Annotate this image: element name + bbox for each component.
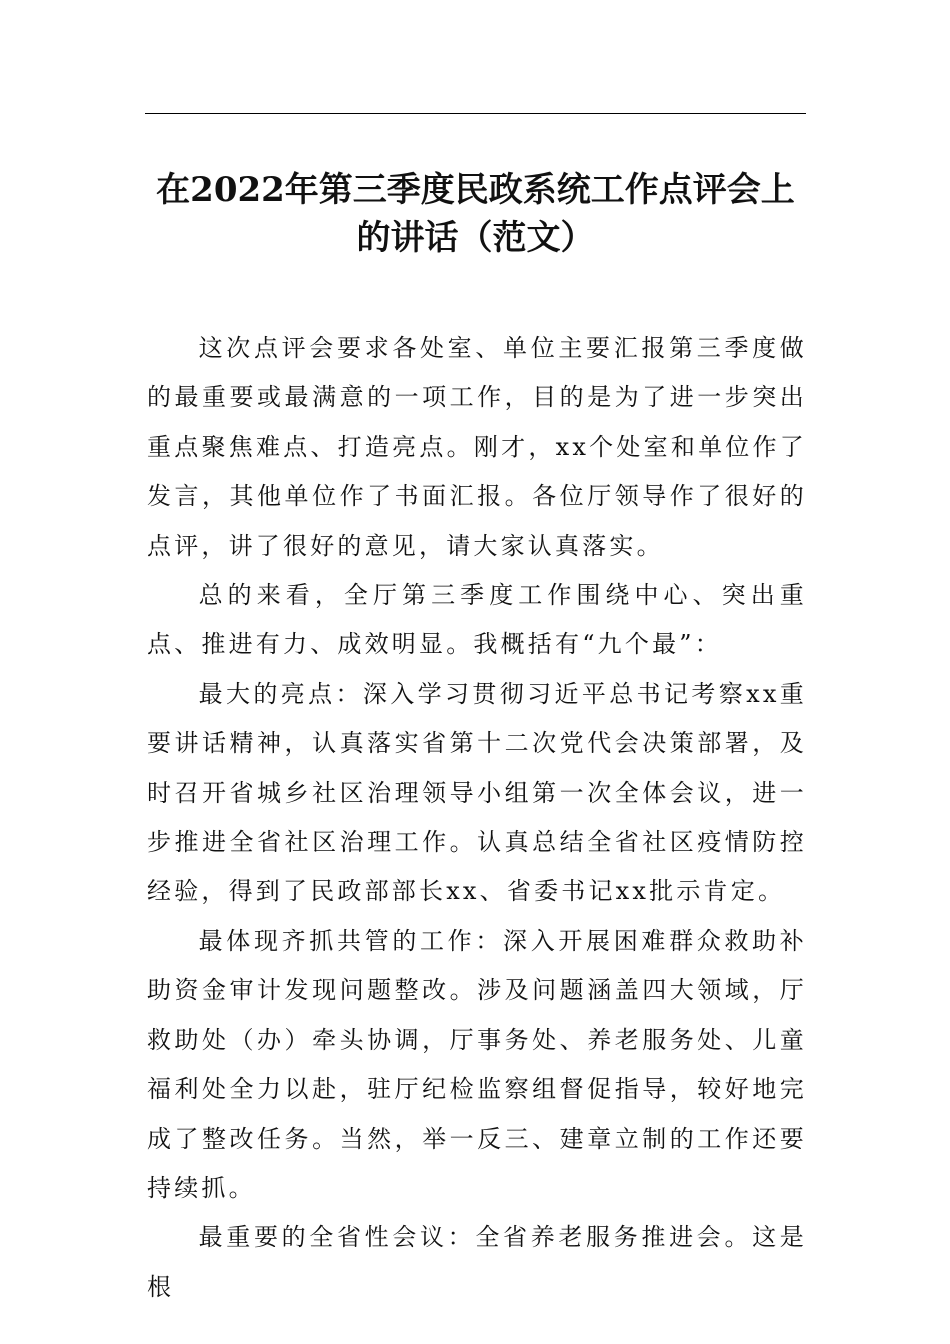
document-body xyxy=(147,324,807,1312)
paragraph-5: 最重要的全省性会议：全省养老服务推进会。这是根 xyxy=(147,1223,807,1301)
paragraph-1: 这次点评会要求各处室、单位主要汇报第三季度做的最重要或最满意的一项工作，目的是为了进一步突出重点聚焦难点、打造亮点。刚才，xx个处室和单位作了发言，其他单位作了书面汇报。各位厅领导作了很好的点评，讲了很好的意见，请大家认真落实。 xyxy=(147,334,807,560)
title-line-1: 在2022年第三季度民政系统工作点评会上 xyxy=(156,170,795,210)
paragraph-3: 最大的亮点：深入学习贯彻习近平总书记考察xx重要讲话精神，认真落实省第十二次党代会决策部署，及时召开省城乡社区治理领导小组第一次全体会议，进一步推进全省社区治理工作。认真总结全省社区疫情防控经验，得到了民政部部长xx、省委书记xx批示肯定。 xyxy=(147,679,807,906)
header-rule xyxy=(145,113,806,114)
paragraph-2: 总的来看，全厅第三季度工作围绕中心、突出重点、推进有力、成效明显。我概括有“九个最”： xyxy=(147,581,807,659)
title-line-2: 的讲话（范文） xyxy=(356,218,595,258)
document-title xyxy=(145,166,806,262)
paragraph-4: 最体现齐抓共管的工作：深入开展困难群众救助补助资金审计发现问题整改。涉及问题涵盖四大领域，厅救助处（办）牵头协调，厅事务处、养老服务处、儿童福利处全力以赴，驻厅纪检监察组督促指导，较好地完成了整改任务。当然，举一反三、建章立制的工作还要持续抓。 xyxy=(147,926,807,1202)
